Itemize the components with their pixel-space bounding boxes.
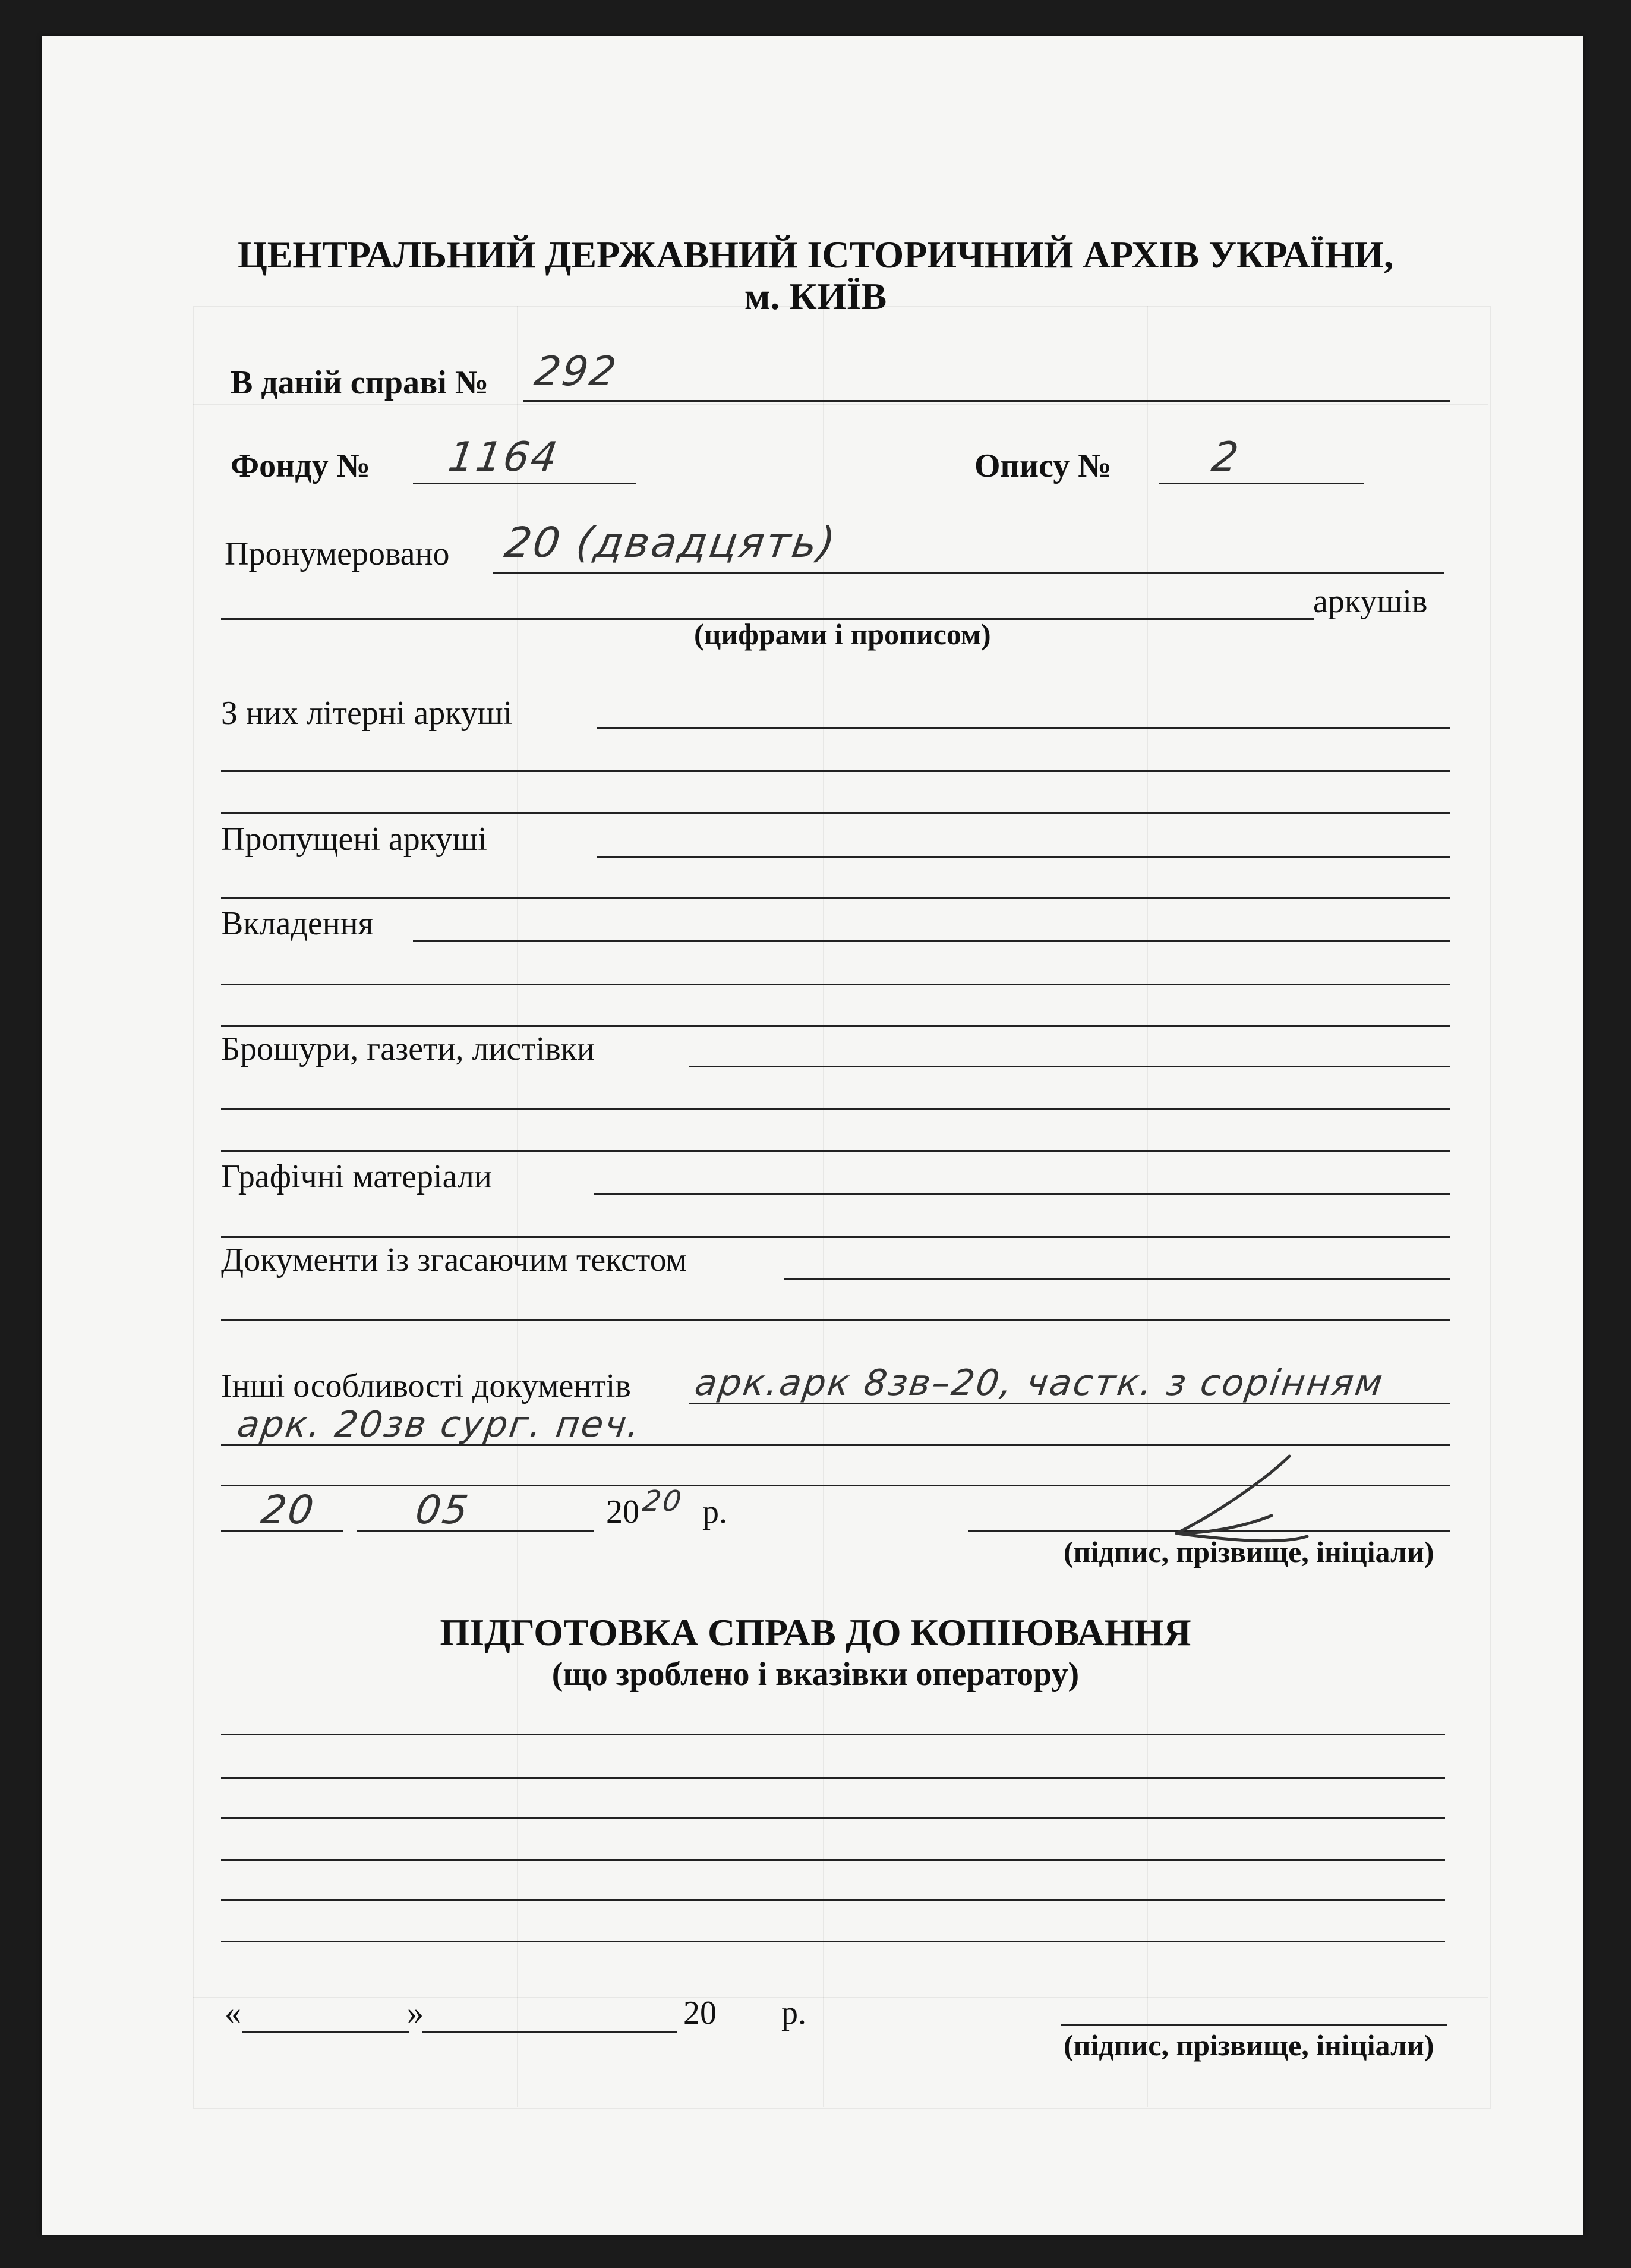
case-number-value: 292 <box>531 348 621 395</box>
missing-label: Пропущені аркуші <box>221 821 487 858</box>
date1-sign-caption: (підпис, прізвище, ініціали) <box>1064 1535 1434 1568</box>
archive-title: ЦЕНТРАЛЬНИЙ ДЕРЖАВНИЙ ІСТОРИЧНИЙ АРХІВ УКРАЇНИ, <box>237 234 1394 276</box>
other-note-2: арк. 20зв сург. печ. <box>235 1404 644 1445</box>
attachments-line-2 <box>221 984 1450 985</box>
date2-suffix: р. <box>781 1995 806 2031</box>
bleed-through-line <box>1147 306 1148 2107</box>
case-number-label: В даній справі № <box>231 364 489 401</box>
date2-sign-line <box>1061 2024 1447 2026</box>
opys-line <box>1159 483 1364 484</box>
litera-line-1 <box>597 727 1450 729</box>
brochures-line-1 <box>689 1066 1450 1067</box>
litera-line-2 <box>221 770 1450 772</box>
fond-line <box>413 483 636 484</box>
numbered-suffix: аркушів <box>1313 583 1428 620</box>
litera-label: З них літерні аркуші <box>221 695 513 732</box>
bleed-through-line <box>517 306 518 2107</box>
bleed-through-line <box>193 404 1488 405</box>
date2-sign-caption: (підпис, прізвище, ініціали) <box>1064 2028 1434 2062</box>
other-note-1: арк.арк 8зв–20, частк. з сорінням <box>692 1362 1387 1404</box>
date1-month: 05 <box>412 1487 473 1533</box>
brochures-line-2 <box>221 1108 1450 1110</box>
bleed-through-line <box>193 1997 1488 1998</box>
date1-suffix: р. <box>702 1494 727 1530</box>
numbered-value: 20 (двадцять) <box>501 518 840 567</box>
date2-open-quote: « <box>225 1995 241 2031</box>
numbered-caption: (цифрами і прописом) <box>694 618 991 651</box>
date2-month-line <box>422 2031 677 2033</box>
prep-line-3 <box>221 1817 1445 1819</box>
date1-year-hand: 20 <box>641 1485 686 1518</box>
brochures-line-3 <box>221 1150 1450 1152</box>
date1-month-line <box>357 1530 594 1532</box>
graphics-line-1 <box>594 1193 1450 1195</box>
date1-day: 20 <box>258 1487 318 1533</box>
attachments-line-1 <box>413 940 1450 942</box>
litera-line-3 <box>221 812 1450 814</box>
date1-year-prefix: 20 <box>606 1494 639 1530</box>
bleed-through-line <box>823 306 824 2107</box>
date2-close-quote: » <box>407 1995 424 2031</box>
date2-year-prefix: 20 <box>683 1995 717 2031</box>
fading-label: Документи із згасаючим текстом <box>221 1242 687 1278</box>
archive-city: м. КИЇВ <box>744 275 887 317</box>
fond-label: Фонду № <box>231 448 370 484</box>
preparation-subtitle: (що зроблено і вказівки оператору) <box>551 1656 1080 1693</box>
opys-value: 2 <box>1209 434 1243 481</box>
prep-line-4 <box>221 1859 1445 1861</box>
prep-line-1 <box>221 1734 1445 1735</box>
other-label: Інші особливості документів <box>221 1368 631 1404</box>
graphics-label: Графічні матеріали <box>221 1158 492 1195</box>
date2-day-line <box>242 2031 409 2033</box>
fond-value: 1164 <box>445 434 562 481</box>
opys-label: Опису № <box>974 448 1112 484</box>
prep-line-2 <box>221 1777 1445 1779</box>
attachments-label: Вкладення <box>221 905 374 942</box>
bleed-through-table <box>193 306 1491 2109</box>
brochures-label: Брошури, газети, листівки <box>221 1031 595 1067</box>
preparation-title: ПІДГОТОВКА СПРАВ ДО КОПІЮВАННЯ <box>440 1611 1191 1653</box>
graphics-line-2 <box>221 1236 1450 1238</box>
prep-line-5 <box>221 1899 1445 1901</box>
numbered-line-1 <box>493 572 1444 574</box>
prep-line-6 <box>221 1941 1445 1942</box>
numbered-label: Пронумеровано <box>225 536 450 572</box>
attachments-line-3 <box>221 1025 1450 1027</box>
missing-line <box>597 856 1450 858</box>
missing-line-2 <box>221 897 1450 899</box>
case-number-line <box>523 400 1450 402</box>
fading-line-1 <box>784 1278 1450 1280</box>
fading-line-2 <box>221 1319 1450 1321</box>
